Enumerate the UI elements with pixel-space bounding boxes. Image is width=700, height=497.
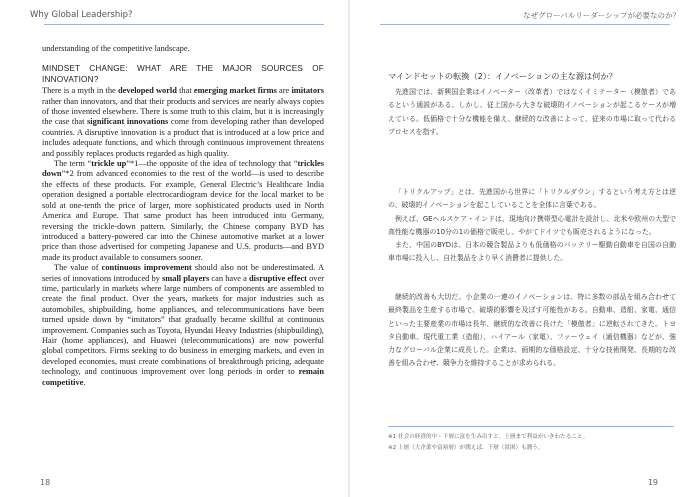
opening-line: understanding of the competitive landscape. [42, 44, 190, 53]
paragraph-3: The value of continuous improvement should also not be underestimated. A series of innovations introduced by small players can have a disruptive effect over time, particularly in markets where large numbers of components are assembled to create the final product. Over the years, markets for major industries such as automobiles, shipbuilding, home appliances, and telecommunications have been turned upside down by “imitators” that gradually became skillful at continuous improvement. Companies such as Toyota, Hyundai Heavy Industries (shipbuilding), Hair (home appliances), and Huawei (telecommunications) are now powerful global competitors. Firms seeking to do business in emerging markets, and even in developed economies, must create combinations of breakthrough pricing, adequate technology, and continuous improvement over long periods in order to remain competitive. [42, 263, 324, 387]
jp-paragraph-2: 「トリクルアップ」とは、先進国から世界に「トリクルダウン」するという考え方とは逆の、破壊的イノベーションを起こしていることを全体に言葉である。 [388, 188, 676, 210]
running-head-jp: なぜグローバルリーダーシップが必要なのか？ [523, 11, 680, 20]
english-body [42, 44, 324, 388]
header-rule [44, 24, 324, 25]
paragraph-1: There is a myth in the developed world that emerging market firms are imitators rather than innovators, and that their products and services are nearly always copies of those invented elsewhere. There is some truth to this claim, but it is increasingly the case that significant innovations come from developing rather than developed countries. A disruptive innovation is a product that is introduced at a low price and includes adequate functions, and which through continuous improvement threatens and possibly replaces products regarded as high quality. [42, 86, 325, 158]
footnotes [388, 432, 674, 454]
section-heading-jp: マインドセットの転換（2）：イノベーションの主な源は何か？ [388, 71, 617, 81]
header-rule-jp [380, 24, 670, 25]
jp-block-3 [388, 291, 676, 371]
jp-paragraph-3: 例えば、GEヘルスケア・インドは、現地向け携帯型心電計を設計し、北米や欧州の大型で高性能な機器の10分の1の価格で販売し、やがてドイツでも販売されるようになった。 [388, 214, 676, 236]
jp-paragraph-4: また、中国のBYDは、日本の競合製品よりも低価格のバッテリー駆動自動車を自国の自動車市場に投入し、自社製品をより早く消費者に提供した。 [388, 241, 676, 263]
footnote-2: ※2 上層（大企業や富裕層）が潤えば、下層（貧困）も潤う。 [388, 445, 544, 451]
paragraph-2: The term “trickle up”*1—the opposite of the idea of technology that “trickles down”*2 from advanced economies to the rest of the world—is used to describe the effects of these products. For example, General Electric’s Healthcare India operation designed a portable electrocardiogram device for the local market to be sold at one-tenth the price of larger, more sophisticated products used in North America and Europe. That same product has been introduced into Germany, reversing the trickle-down pattern. Similarly, the Chinese company BYD has introduced a battery-powered car into the Chinese automotive market at a lower price than those advertised for competing Japanese and U.S. products—and BYD made its product available to consumers sooner. [42, 159, 324, 262]
jp-block-2 [388, 186, 676, 266]
footnote-rule [388, 426, 674, 427]
footnote-1: ※1 社会の経済的中・下層に富を生み出すと、上層まで利益がいきわたること。 [388, 434, 589, 440]
running-head: Why Global Leadership? [30, 10, 133, 20]
jp-paragraph-5: 継続的改善も大切だ。小企業の一連のイノベーションは、特に多数の部品を組み合わせて最終製品を生産する市場で、破壊的影響を及ぼす可能性がある。自動車、造船、家電、通信といった主要産業の市場は長年、継続的な改善に長けた「模倣者」に逆転されてきた。トヨタ自動車、現代重工業（造船）、ハイアール（家電）、ファーウェイ（通信機器）などが、強力なグローバル企業に成長した。企業は、画期的な価格設定、十分な技術開発、長期的な改善を組み合わせ、競争力を維持することが求められる。 [388, 293, 676, 368]
jp-block-1 [388, 86, 676, 139]
jp-paragraph-1: 先進国では、新興国企業はイノベーター（改革者）ではなくイミテーター（模倣者）であるという通説がある。しかし、従上国から大きな破壊的イノベーションが起こるケースが増えている。低価格で十分な機能を備え、継続的な改善によって、従来の市場に取って代わるプロセスを指す。 [388, 88, 676, 136]
page-number-jp: 19 [647, 478, 658, 487]
right-page [350, 0, 700, 497]
section-heading: MINDSET CHANGE: WHAT ARE THE MAJOR SOURCES OF INNOVATION? [42, 64, 324, 84]
page-number: 18 [40, 478, 51, 487]
